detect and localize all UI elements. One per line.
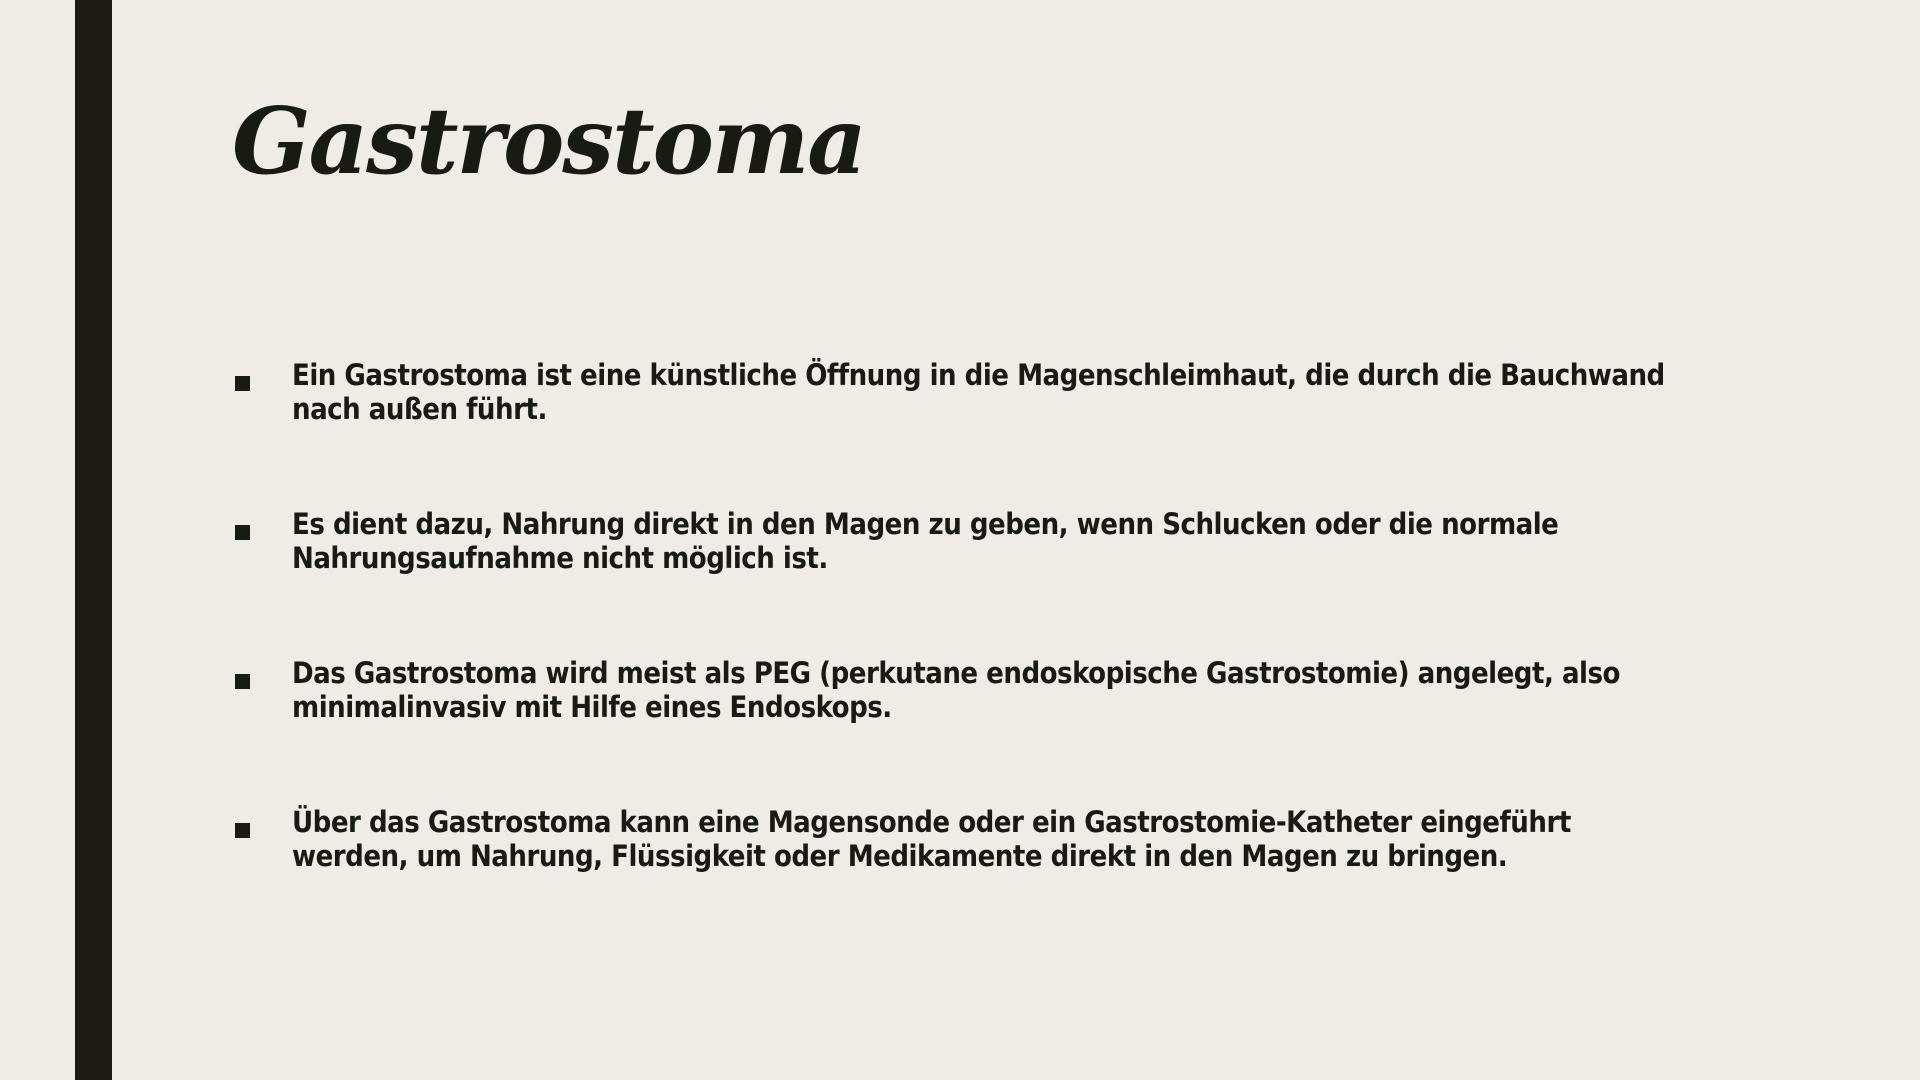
square-bullet-icon [235, 525, 250, 540]
side-accent-bar [75, 0, 112, 1080]
list-item [232, 507, 1672, 656]
bullet-text: Ein Gastrostoma ist eine künstliche Öffnung in die Magenschleimhaut, die durch die Bauchwand nach außen führt. [292, 358, 1665, 426]
square-bullet-icon [235, 823, 250, 838]
list-item [232, 656, 1672, 805]
bullet-text: Es dient dazu, Nahrung direkt in den Magen zu geben, wenn Schlucken oder die normale Nahrungsaufnahme nicht möglich ist. [292, 507, 1559, 575]
slide-title: Gastrostoma [232, 87, 865, 195]
list-item [232, 358, 1672, 507]
bullet-list [232, 358, 1672, 954]
bullet-text: Über das Gastrostoma kann eine Magensonde oder ein Gastrostomie-Katheter eingeführt werden, um Nahrung, Flüssigkeit oder Medikamente direkt in den Magen zu bringen. [292, 805, 1571, 873]
square-bullet-icon [235, 376, 250, 391]
bullet-text: Das Gastrostoma wird meist als PEG (perkutane endoskopische Gastrostomie) angelegt, also minimalinvasiv mit Hilfe eines Endoskops. [292, 656, 1620, 724]
list-item [232, 805, 1672, 954]
square-bullet-icon [235, 674, 250, 689]
